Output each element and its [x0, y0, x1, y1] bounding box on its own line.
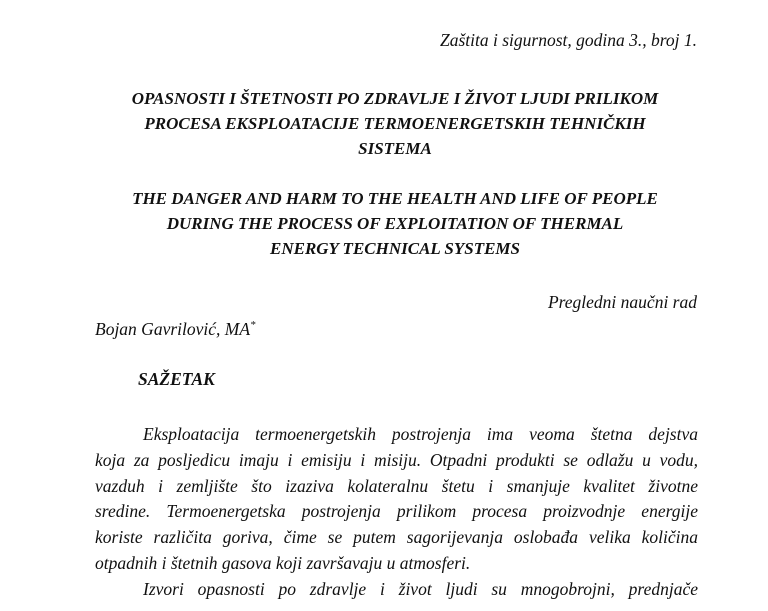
- title-english-line: THE DANGER AND HARM TO THE HEALTH AND LIFE OF PEOPLE: [132, 189, 658, 208]
- title-english-line: DURING THE PROCESS OF EXPLOITATION OF THERMAL: [166, 214, 624, 233]
- author-footnote-mark: *: [250, 319, 256, 332]
- author: [95, 319, 256, 340]
- paragraph-line: Izvori opasnosti po zdravlje i život ljudi su mnogobrojni, prednjače: [143, 579, 698, 599]
- title-english-line: ENERGY TECHNICAL SYSTEMS: [269, 239, 521, 258]
- paragraph-line: vazduh i zemljište što izaziva kolateralnu štetu i smanjuje kvalitet životne: [95, 475, 698, 496]
- abstract-paragraph-1: [95, 422, 698, 577]
- paragraph-line: sredine. Termoenergetska postrojenja prilikom procesa proizvodnje energije: [95, 501, 698, 522]
- paragraph-line: koja za posljedicu imaju i emisiju i misiju. Otpadni produkti se odlažu u vodu,: [95, 449, 698, 470]
- journal-header: Zaštita i sigurnost, godina 3., broj 1.: [439, 30, 697, 50]
- paragraph-line: koriste različita goriva, čime se putem sagorijevanja oslobađa velika količina: [95, 527, 698, 548]
- abstract-heading: SAŽETAK: [138, 369, 215, 389]
- title-serbian: [60, 86, 730, 161]
- title-english: [60, 186, 730, 261]
- title-serbian-line: PROCESA EKSPLOATACIJE TERMOENERGETSKIH TEHNIČKIH: [144, 114, 646, 133]
- abstract-paragraph-2: [95, 577, 698, 603]
- title-serbian-line: OPASNOSTI I ŠTETNOSTI PO ZDRAVLJE I ŽIVOT LJUDI PRILIKOM: [131, 89, 659, 108]
- author-name: Bojan Gavrilović, MA: [95, 319, 251, 339]
- paragraph-line: otpadnih i štetnih gasova koji završavaju u atmosferi.: [95, 552, 471, 573]
- title-serbian-line: SISTEMA: [358, 139, 432, 158]
- paper-type: Pregledni naučni rad: [547, 292, 697, 312]
- paragraph-line: Eksploatacija termoenergetskih postrojenja ima veoma štetna dejstva: [143, 424, 698, 444]
